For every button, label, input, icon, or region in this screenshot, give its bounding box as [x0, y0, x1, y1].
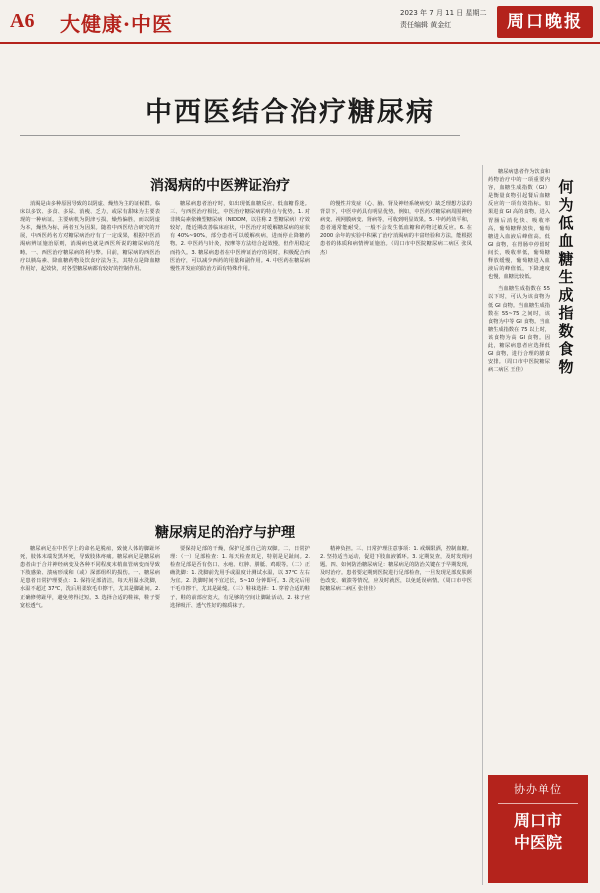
side-article-title [555, 178, 577, 376]
article2-col1-text: 糖尿病足在中医学上的命名是脱疽，致使人体的脚趾坏死，肢体末端发黑坏死，导致肢体疼痛。糖尿病足是糖尿病患者由于合并神经病变及各种不同程度末梢血管病变而导致下肢感染、溃疡形成和（或）深部组织的损伤。一、糖尿病足患者日常护理要点：1. 保持足部清洁，每天用温水洗脚，水温不超过 37℃，洗后用柔软毛巾擦干，尤其是脚趾间。2. 正确修剪趾甲，避免剪得过短。3. 选择合适的鞋袜，鞋子要宽松透气。 [20, 546, 160, 609]
section-title: 大健康·中医 [60, 12, 173, 36]
article2-heading: 糖尿病足的治疗与护理 [155, 525, 295, 541]
article2-column-3 [320, 545, 472, 885]
masthead [0, 0, 600, 44]
title-divider [20, 135, 460, 136]
publication-date: 2023 年 7 月 11 日 星期二 [400, 9, 487, 17]
article1-col3-text: 的慢性并发症（心、脑、肾及神经系统病变）缺乏理想方法的背景下，中医中药具有明显优势。例如，中医药对糖尿病周围神经病变、视网膜病变、肾病等，可收到明显效果。5. 中药药效平和，患者通常能耐受，一般不会发生低血糖和药物过敏反应。6. 在 2000 余年的实验中积累了治疗消渴病的丰富经验和方法，能根据患者的体质和病情辨证施治。（周口市中医院糖尿病二病区 张凤杰） [320, 201, 472, 256]
sponsor-name-line2: 中医院 [513, 833, 562, 852]
sponsor-name-line1: 周口市 [513, 811, 562, 830]
sponsor-divider [498, 803, 578, 804]
side-article-body [488, 168, 550, 748]
side-article-lower: 当血糖生成指数在 55 以下时，可认为该食物为低 GI 食物。当血糖生成指数在 55~75 之间时，该食物为中等 GI 食物。当血糖生成指数在 75 以上时，该食物为高 GI 食物。因此，糖尿病患者应选择低 GI 食物，进行合理的膳食安排。（周口市中医院糖尿病二病区 王佳） [488, 286, 550, 374]
article1-column-3 [320, 200, 472, 500]
sponsor-label: 协办单位 [514, 783, 562, 796]
article2-col2-text: 要保持足部的干燥，保护足部自己的双脚。二、日常护理：（一）足部检查：1. 每天检查双足，特别是足趾间。2. 检查足部是否有伤口、水疱、红肿、胼胝、鸡眼等。（二）正确洗脚：1. 洗脚前先用手或温度计测试水温，以 37℃ 左右为宜。2. 洗脚时间不宜过长，5~10 分钟即可。3. 洗完后用干毛巾擦干，尤其是趾缝。（三）鞋袜选择：1. 穿着合适的鞋子，鞋的前部应宽大，有足够的空间让脚趾活动。2. 袜子应选择吸汗、透气性好的棉质袜子。 [170, 546, 310, 609]
article2-column-2 [170, 545, 310, 885]
sponsor-box [488, 775, 588, 883]
article1-column-2 [170, 200, 310, 500]
main-title: 中西医结合治疗糖尿病 [145, 97, 435, 128]
side-article-upper: 糖尿病患者作为饮食和药物治疗中的一项重要内容，血糖生成指数（GI）是衡量食物引起餐后血糖反应的一项有效指标。如果进食 GI 高的食物，进入胃肠后消化快、吸收率高，葡萄糖释放快，葡萄糖进入血液后峰值高。低 GI 食物，在胃肠中停留时间长，吸收率低，葡萄糖释放缓慢，葡萄糖进入血液后的峰值低，下降速度也慢，血糖比较低。 [488, 169, 550, 281]
newspaper-logo: 周口晚报 [497, 6, 593, 38]
article1-col1-text: 消渴是由多种原因导致的以阴虚、燥热为主的证候群。临床以多饮、多食、多尿、消瘦、乏力，或尿有甜味为主要表现的一种病证。主要病机为阴津亏损，燥热偏胜，而以阴虚为本，燥热为标，两者互为因果。随着中西医结合研究的开展，中西医药名方对糖尿病治疗有了一定成果，根据中医消渴病辨证施治原则，消渴病也就是西医所说的糖尿病的范畴。一、西医治疗糖尿病的利与弊。目前，糖尿病的西医治疗以胰岛素、降血糖药物及饮食疗法为主，其特点是降血糖作用好，起效快，对各型糖尿病都有较好的控制作用。 [20, 201, 160, 272]
article1-col2-text: 糖尿病患者治疗时，如出现低血糖反应、低血糖昏迷。三、与西医治疗相比，中医治疗糖尿病的特点与优势。1. 对非胰岛素依赖型糖尿病（NIDDM，以往称 2 型糖尿病）疗效较好，能近期改善临床症状，中医治疗对缓解糖尿病的症状有 40%~90%，部分患者可以缓解疾病，进而停止降糖药物。2. 中医药与针灸，按摩等方法结合起效慢，但作用稳定而持久。3. 糖尿病患者在中医辨证治疗的同时，积极配合西医治疗，可以减少西药的用量和副作用。4. 中医药在糖尿病慢性并发症的防治方面有特殊作用。 [170, 201, 310, 272]
page-number: A6 [10, 10, 35, 32]
article2-column-1 [20, 545, 160, 885]
column-divider [482, 165, 483, 885]
article2-col3-text: 精神负担。三、日常护理注意事项：1. 戒烟限酒，控制血糖。2. 坚持适当运动，促进下肢血液循环。3. 定期复查，及时发现问题。四、如何防治糖尿病足：糖尿病足的防治关键在于早期发现，及时治疗。患者要定期到医院进行足部检查，一旦发现足部皮肤颜色改变、破溃等情况，应及时就医，以免延误病情。（周口市中医院糖尿病二病区 张佳佳） [320, 546, 472, 593]
article1-heading: 消渴病的中医辨证治疗 [150, 178, 290, 194]
editor-credit: 责任编辑 黄金红 [400, 21, 452, 29]
article1-column-1 [20, 200, 160, 500]
side-article-title-text: 何 为 低 血 糖 生 成 指 数 食 物 [558, 178, 574, 376]
